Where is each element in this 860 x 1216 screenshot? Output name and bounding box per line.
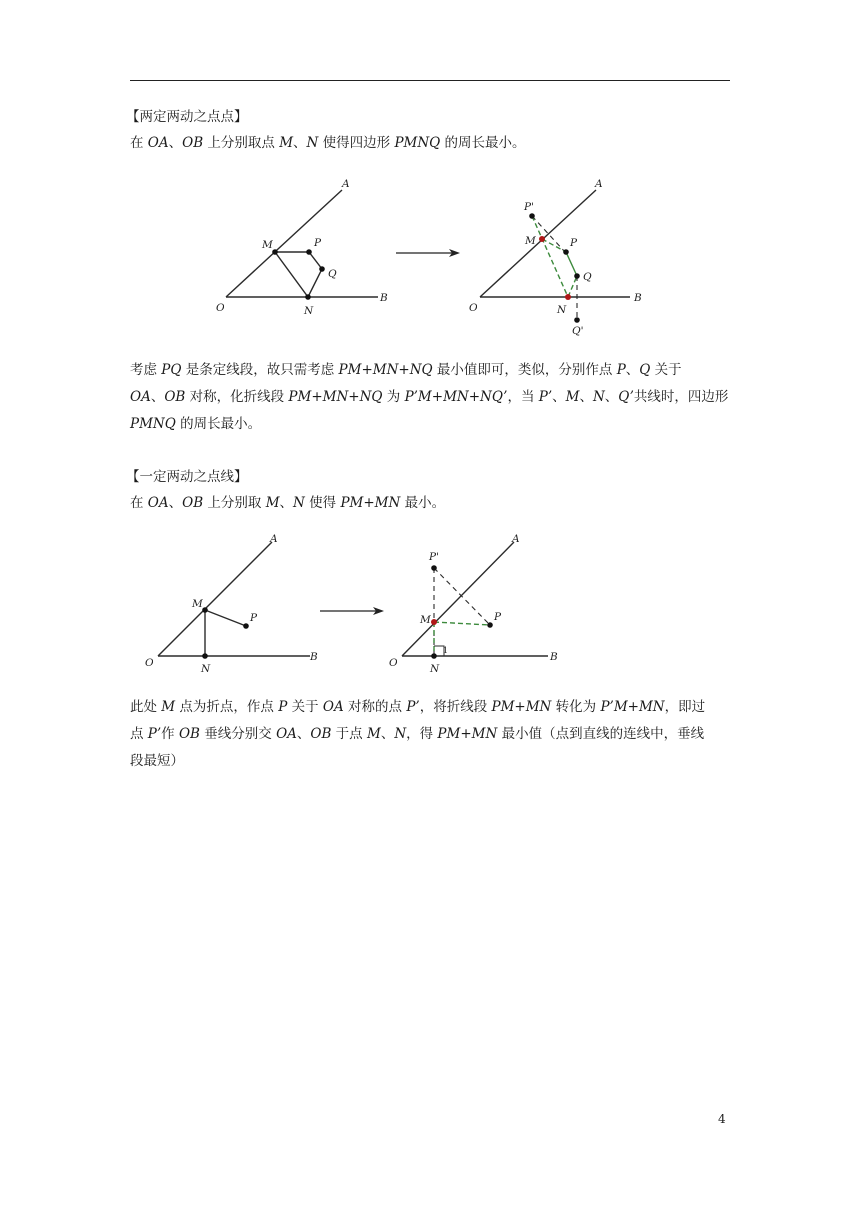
label-B: B <box>550 651 558 663</box>
label-M: M <box>262 239 273 251</box>
label-P-prime: P' <box>524 201 534 213</box>
transform-arrow-1 <box>394 246 464 260</box>
reflect-line-PP <box>434 568 490 625</box>
label-N: N <box>430 663 440 675</box>
label-M: M <box>192 598 203 610</box>
label-P-prime: P' <box>429 551 439 563</box>
section1-explanation-1: 考虑 PQ 是条定线段，故只需考虑 PM+MN+NQ 最小值即可，类似，分别作点 P、Q 关于 <box>130 362 682 378</box>
label-Q: Q <box>583 271 592 283</box>
ray-OA <box>226 190 342 297</box>
point-Q <box>574 273 580 279</box>
point-P-prime <box>529 213 535 219</box>
point-N <box>202 653 208 659</box>
point-N <box>305 294 311 300</box>
section1-explanation-2: OA、OB 对称，化折线段 PM+MN+NQ 为 P’M+MN+NQ’，当 P’、M、N、Q’共线时，四边形 <box>130 389 729 405</box>
label-N: N <box>557 304 567 316</box>
point-N <box>431 653 437 659</box>
path-MP <box>434 622 490 625</box>
label-M: M <box>525 235 536 247</box>
label-O: O <box>216 302 225 314</box>
label-angle-1: 1 <box>443 646 449 655</box>
label-P: P <box>314 237 322 249</box>
label-A: A <box>270 533 278 545</box>
point-M <box>272 249 278 255</box>
point-P <box>243 623 249 629</box>
point-P <box>306 249 312 255</box>
label-O: O <box>145 657 154 669</box>
label-P: P <box>570 237 578 249</box>
point-P-prime <box>431 565 437 571</box>
ray-OA <box>480 190 596 297</box>
segment-PQ <box>566 252 577 276</box>
point-Q <box>319 266 325 272</box>
segment-MP <box>205 610 246 626</box>
page-number: 4 <box>718 1112 726 1126</box>
point-Q-prime <box>574 317 580 323</box>
section1-explanation-3: PMNQ 的周长最小。 <box>130 416 262 432</box>
point-P <box>563 249 569 255</box>
point-P <box>487 622 493 628</box>
path-NQ <box>568 276 577 297</box>
label-B: B <box>380 292 388 304</box>
figure1-original <box>210 172 400 322</box>
header-rule <box>130 80 730 81</box>
ray-OA <box>402 542 514 656</box>
section1-heading: 【两定两动之点点】 <box>126 109 248 125</box>
path-PprimeMN <box>532 216 568 297</box>
section2-explanation-3: 段最短） <box>130 753 184 769</box>
label-B: B <box>634 292 642 304</box>
label-P: P <box>250 612 258 624</box>
section2-explanation-1: 此处 M 点为折点，作点 P 关于 OA 对称的点 P’，将折线段 PM+MN 转化为 P’M+MN，即过 <box>130 699 706 715</box>
figure1-reflected <box>462 172 662 342</box>
label-N: N <box>304 305 314 317</box>
figure2-reflected <box>384 530 584 675</box>
point-N <box>565 294 571 300</box>
label-A: A <box>595 178 603 190</box>
point-M <box>202 607 208 613</box>
section2-intro: 在 OA、OB 上分别取 M、N 使得 PM+MN 最小。 <box>130 495 446 511</box>
section2-explanation-2: 点 P’作 OB 垂线分别交 OA、OB 于点 M、N，得 PM+MN 最小值（点到直线的连线中，垂线 <box>130 726 705 742</box>
label-A: A <box>512 533 520 545</box>
label-Q-prime: Q' <box>572 325 584 337</box>
transform-arrow-2 <box>318 604 388 618</box>
section2-heading: 【一定两动之点线】 <box>126 469 248 485</box>
label-B: B <box>310 651 318 663</box>
label-A: A <box>342 178 350 190</box>
point-M <box>539 236 545 242</box>
label-N: N <box>201 663 211 675</box>
point-M <box>431 619 437 625</box>
label-P: P <box>494 611 502 623</box>
label-M: M <box>420 614 431 626</box>
section1-intro: 在 OA、OB 上分别取点 M、N 使得四边形 PMNQ 的周长最小。 <box>130 135 526 151</box>
figure2-original <box>140 530 340 675</box>
ray-OA <box>158 542 272 656</box>
label-O: O <box>389 657 398 669</box>
quadrilateral-PMNQ <box>275 252 322 297</box>
label-Q: Q <box>328 268 337 280</box>
label-O: O <box>469 302 478 314</box>
